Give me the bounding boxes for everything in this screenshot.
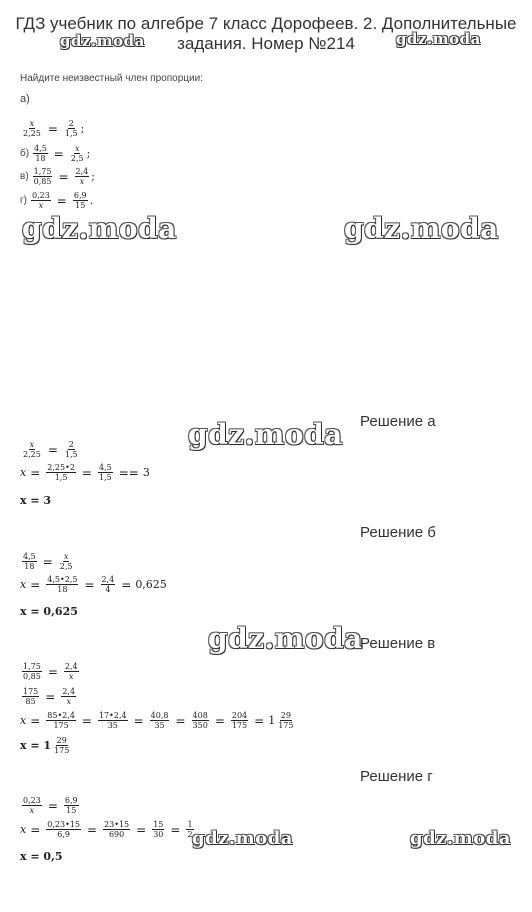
page-title: ГДЗ учебник по алгебре 7 класс Дорофеев. 2. Дополнительные задания. Номер №214 — [15, 14, 517, 53]
watermark: gdz.moda — [192, 828, 293, 849]
solution-b-line2: x = $\frac{4,5•2,5}{18}$ = $\frac{2,4}{4}$ = 0,625 — [20, 575, 167, 594]
watermark: gdz.moda — [188, 418, 343, 451]
solution-a-line1: $\frac{x}{2,25}$ = $\frac{2}{1,5}$ — [23, 440, 78, 459]
watermark: gdz.moda — [60, 32, 145, 50]
solution-d-answer: x = 0,5 — [20, 850, 63, 863]
solution-c-line2: $\frac{175}{85}$ = $\frac{2,4}{x}$ — [23, 687, 76, 706]
solution-c-answer: x = 1 $\frac{29}{175}$ — [20, 736, 70, 755]
task-proportion-c: в) $\frac{1,75}{0,85}$ = $\frac{2,4}{x}$ ; — [20, 167, 95, 186]
solution-c-line3: x = $\frac{85•2,4}{175}$ = $\frac{17•2,4}{35}$ = $\frac{40,8}{35}$ = $\frac{408}{350}$ = $\frac{204}{175}$ = 1 $\frac{29}{175}$ — [20, 711, 294, 730]
watermark: gdz.moda — [22, 212, 177, 245]
task-proportion-b: б) $\frac{4,5}{18}$ = $\frac{x}{2,5}$ ; — [20, 144, 91, 163]
task-proportion-a: $\frac{x}{2,25}$ = $\frac{2}{1,5}$ ; — [23, 119, 85, 138]
solution-c-line1: $\frac{1,75}{0,85}$ = $\frac{2,4}{x}$ — [23, 662, 78, 681]
solution-a-answer: x = 3 — [20, 494, 52, 507]
solution-d-heading: Решение г — [360, 768, 433, 785]
solution-a-heading: Решение а — [360, 413, 436, 430]
solution-c-heading: Решение в — [360, 635, 436, 652]
solution-b-heading: Решение б — [360, 524, 436, 541]
watermark: gdz.moda — [344, 212, 499, 245]
watermark: gdz.moda — [208, 622, 363, 655]
solution-a-line2: x = $\frac{2,25•2}{1,5}$ = $\frac{4,5}{1,5}$ == 3 — [20, 463, 150, 482]
watermark: gdz.moda — [410, 828, 511, 849]
solution-d-line2: x = $\frac{0,23•15}{6,9}$ = $\frac{23•15}{690}$ = $\frac{15}{30}$ = $\frac{1}{2}$ — [20, 820, 193, 839]
solution-d-line1: $\frac{0,23}{x}$ = $\frac{6,9}{15}$ — [23, 796, 78, 815]
watermark: gdz.moda — [396, 30, 481, 48]
task-prompt: Найдите неизвестный член пропорции: — [20, 73, 203, 84]
solution-b-line1: $\frac{4,5}{18}$ = $\frac{x}{2,5}$ — [23, 552, 73, 571]
task-proportion-d: г) $\frac{0,23}{x}$ = $\frac{6,9}{15}$ . — [20, 191, 94, 210]
task-label-a: а) — [20, 93, 30, 105]
solution-b-answer: x = 0,625 — [20, 605, 78, 618]
